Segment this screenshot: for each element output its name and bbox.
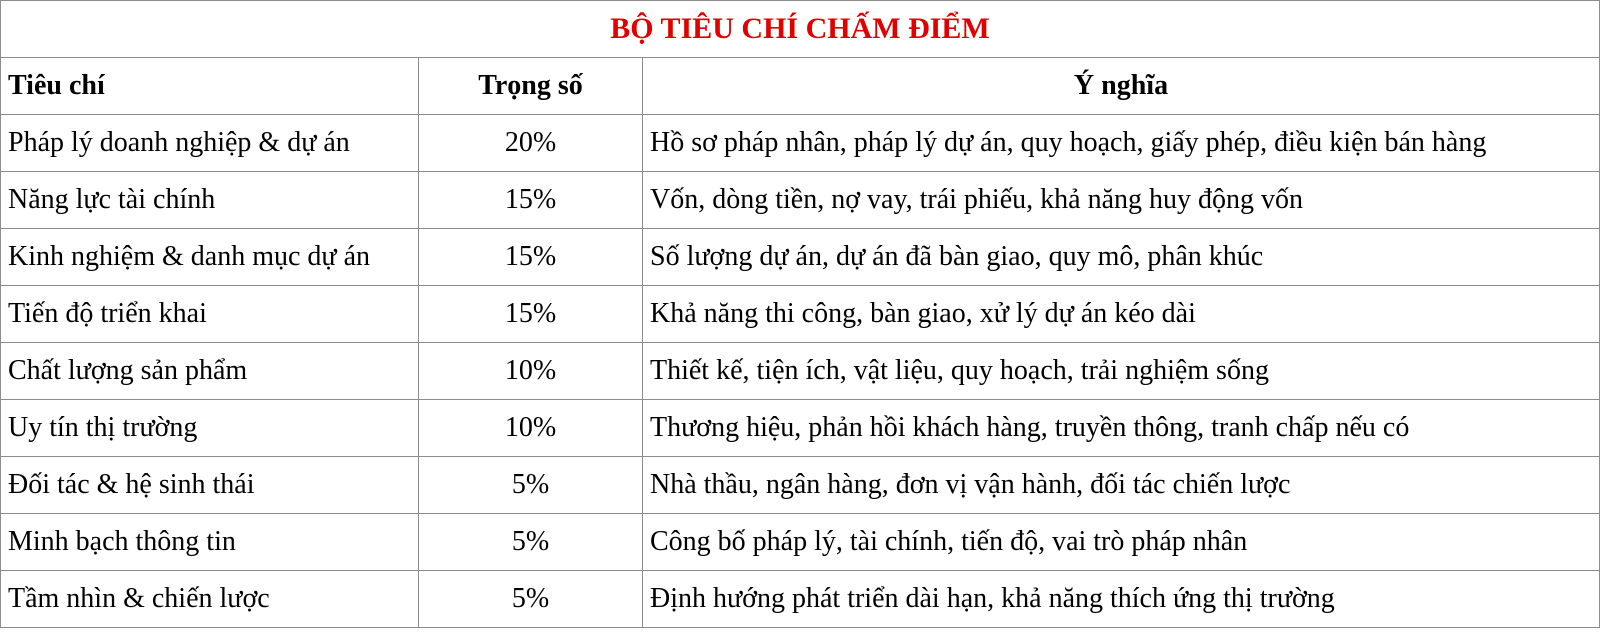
table-row xyxy=(1,457,1600,514)
table-title: BỘ TIÊU CHÍ CHẤM ĐIỂM xyxy=(1,1,1600,58)
criteria-cell: Năng lực tài chính xyxy=(1,172,419,229)
meaning-cell: Công bố pháp lý, tài chính, tiến độ, vai trò pháp nhân xyxy=(643,514,1600,571)
header-criteria: Tiêu chí xyxy=(1,58,419,115)
meaning-cell: Số lượng dự án, dự án đã bàn giao, quy mô, phân khúc xyxy=(643,229,1600,286)
meaning-cell: Thương hiệu, phản hồi khách hàng, truyền thông, tranh chấp nếu có xyxy=(643,400,1600,457)
weight-cell: 5% xyxy=(419,457,643,514)
weight-cell: 15% xyxy=(419,229,643,286)
meaning-cell: Thiết kế, tiện ích, vật liệu, quy hoạch, trải nghiệm sống xyxy=(643,343,1600,400)
criteria-cell: Chất lượng sản phẩm xyxy=(1,343,419,400)
weight-cell: 10% xyxy=(419,400,643,457)
criteria-cell: Tiến độ triển khai xyxy=(1,286,419,343)
meaning-cell: Định hướng phát triển dài hạn, khả năng thích ứng thị trường xyxy=(643,571,1600,628)
header-meaning: Ý nghĩa xyxy=(643,58,1600,115)
weight-cell: 15% xyxy=(419,172,643,229)
criteria-cell: Tầm nhìn & chiến lược xyxy=(1,571,419,628)
weight-cell: 15% xyxy=(419,286,643,343)
table-row xyxy=(1,343,1600,400)
table-row xyxy=(1,172,1600,229)
table-row xyxy=(1,571,1600,628)
criteria-cell: Kinh nghiệm & danh mục dự án xyxy=(1,229,419,286)
criteria-cell: Pháp lý doanh nghiệp & dự án xyxy=(1,115,419,172)
table-row xyxy=(1,229,1600,286)
table-title-row xyxy=(1,1,1600,58)
criteria-cell: Uy tín thị trường xyxy=(1,400,419,457)
header-weight: Trọng số xyxy=(419,58,643,115)
table-row xyxy=(1,115,1600,172)
meaning-cell: Nhà thầu, ngân hàng, đơn vị vận hành, đối tác chiến lược xyxy=(643,457,1600,514)
weight-cell: 5% xyxy=(419,514,643,571)
table-row xyxy=(1,400,1600,457)
table-header-row xyxy=(1,58,1600,115)
meaning-cell: Hồ sơ pháp nhân, pháp lý dự án, quy hoạch, giấy phép, điều kiện bán hàng xyxy=(643,115,1600,172)
criteria-cell: Đối tác & hệ sinh thái xyxy=(1,457,419,514)
weight-cell: 20% xyxy=(419,115,643,172)
meaning-cell: Vốn, dòng tiền, nợ vay, trái phiếu, khả năng huy động vốn xyxy=(643,172,1600,229)
table-row xyxy=(1,514,1600,571)
criteria-cell: Minh bạch thông tin xyxy=(1,514,419,571)
weight-cell: 5% xyxy=(419,571,643,628)
weight-cell: 10% xyxy=(419,343,643,400)
meaning-cell: Khả năng thi công, bàn giao, xử lý dự án kéo dài xyxy=(643,286,1600,343)
table-row xyxy=(1,286,1600,343)
